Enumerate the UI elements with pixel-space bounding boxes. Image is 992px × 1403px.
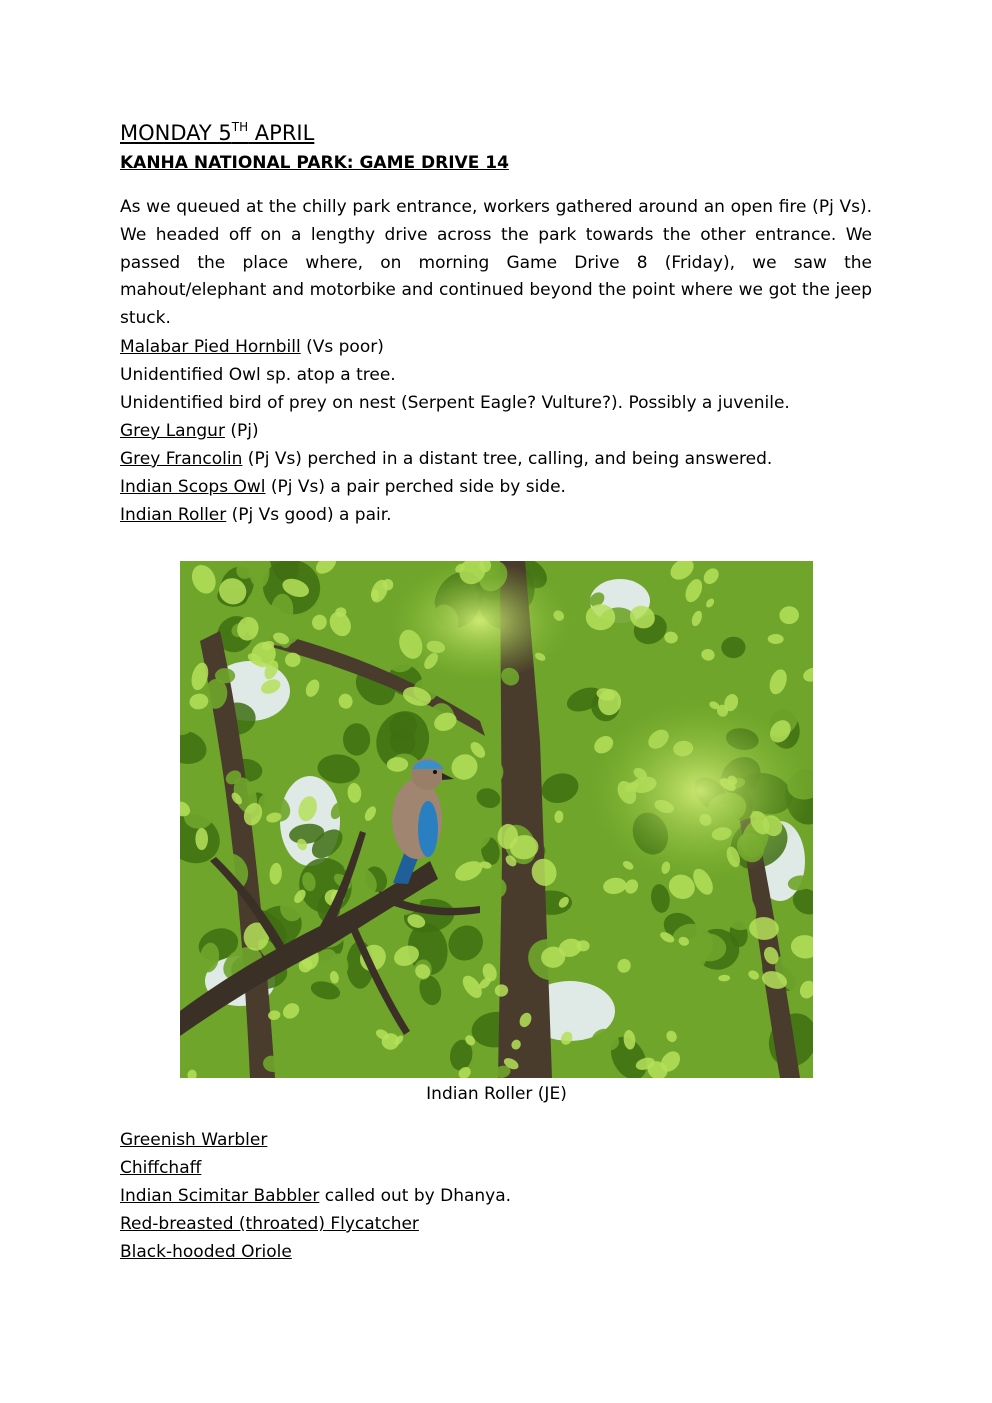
sighting-note: called out by Dhanya.	[319, 1186, 512, 1206]
sighting-entry	[120, 389, 872, 417]
section-title: KANHA NATIONAL PARK: GAME DRIVE 14	[120, 153, 509, 173]
sighting-entry	[120, 445, 872, 473]
sighting-note: (Pj)	[224, 420, 259, 441]
sighting-note: Unidentified Owl sp. atop a tree.	[120, 364, 396, 385]
sightings-list	[120, 333, 872, 529]
sighting-note: (Pj Vs) a pair perched side by side.	[265, 476, 566, 497]
species-name: Indian Scimitar Babbler	[120, 1186, 320, 1206]
sighting-note: (Pj Vs good) a pair.	[226, 504, 392, 525]
sighting-entry	[120, 501, 872, 529]
species-name: Indian Scops Owl	[120, 476, 266, 497]
species-name: Grey Francolin	[120, 448, 243, 469]
sighting-entry	[120, 1182, 872, 1210]
photo-caption: Indian Roller (JE)	[426, 1084, 567, 1104]
document-body	[120, 118, 872, 529]
leaf	[586, 604, 615, 630]
sightings-list-continued	[120, 1126, 872, 1266]
sighting-entry	[120, 1126, 872, 1154]
species-name: Malabar Pied Hornbill	[120, 336, 301, 357]
sighting-note: Unidentified bird of prey on nest (Serpent Eagle? Vulture?). Possibly a juvenile.	[120, 392, 790, 413]
sighting-entry	[120, 361, 872, 389]
sighting-note: (Pj Vs) perched in a distant tree, calling, and being answered.	[242, 448, 773, 469]
sighting-note: (Vs poor)	[300, 336, 384, 357]
date-month: APRIL	[248, 121, 315, 145]
species-name: Grey Langur	[120, 420, 225, 441]
species-name: Black-hooded Oriole	[120, 1242, 292, 1262]
sighting-entry	[120, 1154, 872, 1182]
species-name: Indian Roller	[120, 504, 227, 525]
date-main: MONDAY 5	[120, 121, 232, 145]
species-name: Greenish Warbler	[120, 1130, 268, 1150]
indian-roller-photo	[180, 561, 813, 1078]
sighting-entry	[120, 1210, 872, 1238]
photo-illustration	[180, 561, 813, 1078]
date-ordinal: TH	[231, 120, 249, 134]
sighting-entry	[120, 473, 872, 501]
intro-paragraph: As we queued at the chilly park entrance, workers gathered around an open fire (Pj Vs). We headed off on a lengthy drive across the park towards the other entrance. We passed the place where, on morning Game Drive 8 (Friday), we saw the mahout/elephant and motorbike and continued beyond the point where we got the jeep stuck.	[120, 197, 872, 329]
sighting-entry	[120, 1238, 872, 1266]
species-name: Red-breasted (throated) Flycatcher	[120, 1214, 419, 1234]
leaf	[195, 828, 208, 850]
date-heading	[120, 118, 872, 148]
sighting-entry	[120, 417, 872, 445]
species-name: Chiffchaff	[120, 1158, 202, 1178]
sighting-entry	[120, 333, 872, 361]
